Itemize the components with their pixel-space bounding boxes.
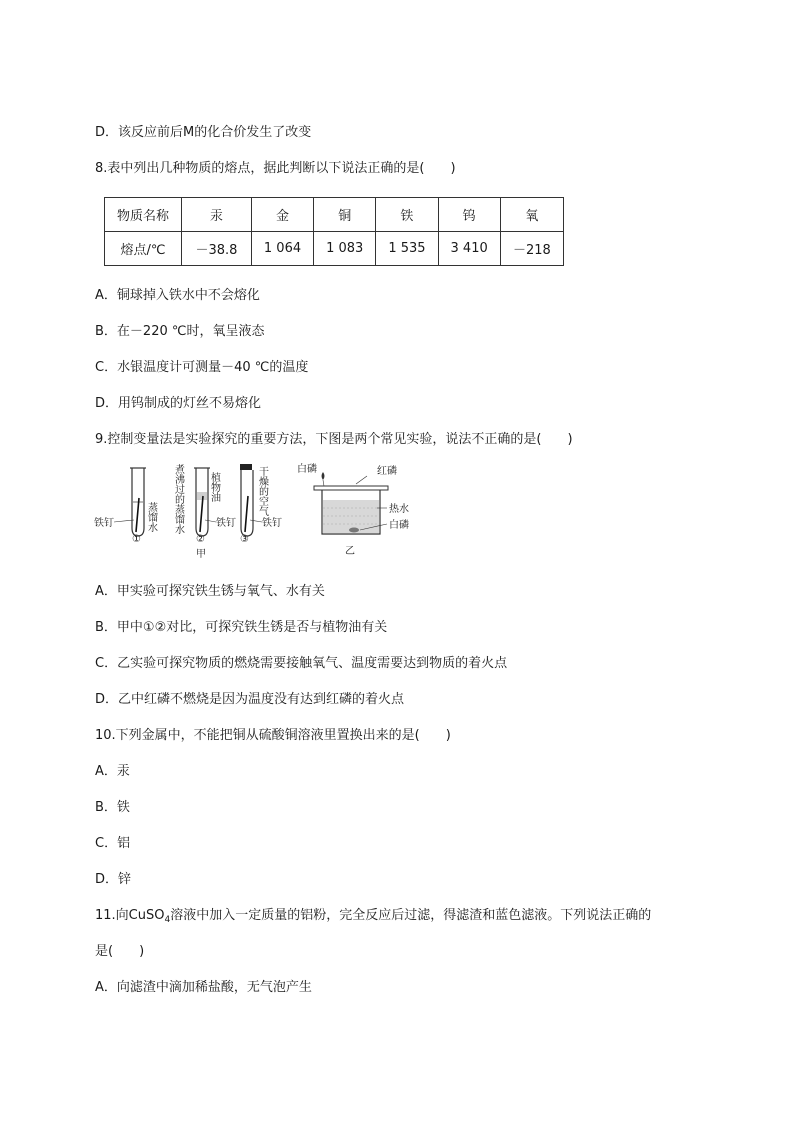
q11-stem-sub: 4 (164, 915, 171, 925)
q9-option-a: A．甲实验可探究铁生锈与氧气、水有关 (95, 584, 325, 599)
test-tube-1 (130, 468, 146, 536)
table-row (105, 232, 564, 266)
label-num-2: ② (196, 534, 205, 545)
q10-option-b: B．铁 (95, 800, 130, 815)
q11-option-a: A．向滤渣中滴加稀盐酸，无气泡产生 (95, 980, 312, 995)
label-red-p: 红磷 (377, 466, 397, 477)
beaker (314, 472, 388, 534)
table-cell-mp: －218 (500, 232, 563, 266)
label-white-p-top: 白磷 (297, 464, 317, 475)
label-oil: 植物油 (208, 472, 220, 502)
table-cell-substance: 钨 (438, 198, 500, 232)
q8-option-c: C．水银温度计可测量－40 ℃的温度 (95, 360, 309, 375)
q10-option-c: C．铝 (95, 836, 131, 851)
q11-stem-pre: 11.向CuSO (95, 908, 165, 923)
q8-stem: 8.表中列出几种物质的熔点，据此判断以下说法正确的是( ) (95, 161, 456, 176)
table-header-melting-point: 熔点/℃ (105, 232, 182, 266)
table-cell-mp: 1 064 (251, 232, 313, 266)
table-cell-mp: 3 410 (438, 232, 500, 266)
label-num-1: ① (132, 534, 141, 545)
label-nail-1: 铁钉 (94, 518, 114, 529)
table-cell-substance: 金 (251, 198, 313, 232)
q9-option-c: C．乙实验可探究物质的燃烧需要接触氧气、温度需要达到物质的着火点 (95, 656, 508, 671)
label-nail-3: 铁钉 (262, 518, 282, 529)
label-boiled-water: 煮沸过的蒸馏水 (172, 464, 184, 534)
q9-option-b: B．甲中①②对比，可探究铁生锈是否与植物油有关 (95, 620, 388, 635)
q11-stem (95, 907, 651, 926)
q10-option-d: D．锌 (95, 872, 132, 887)
label-num-3: ③ (240, 534, 249, 545)
q11-stem-post: 溶液中加入一定质量的铝粉，完全反应后过滤，得滤渣和蓝色滤液。下列说法正确的 (170, 908, 652, 923)
table-cell-substance: 汞 (182, 198, 252, 232)
label-nail-2: 铁钉 (216, 518, 236, 529)
table-cell-substance: 铁 (376, 198, 438, 232)
q9-option-d: D．乙中红磷不燃烧是因为温度没有达到红磷的着火点 (95, 692, 405, 707)
label-white-p-bottom: 白磷 (389, 520, 409, 531)
label-water: 蒸馏水 (145, 502, 157, 532)
q7-option-d: D．该反应前后M的化合价发生了改变 (95, 125, 312, 140)
label-dry-air: 干燥的空气 (256, 466, 268, 516)
table-header-substance: 物质名称 (105, 198, 182, 232)
melting-point-table (104, 197, 564, 266)
label-jia: 甲 (196, 549, 206, 560)
test-tube-3 (240, 464, 253, 536)
q10-stem: 10.下列金属中，不能把铜从硫酸铜溶液里置换出来的是( ) (95, 728, 451, 743)
table-cell-substance: 氧 (500, 198, 563, 232)
table-cell-substance: 铜 (314, 198, 376, 232)
table-cell-mp: 1 083 (314, 232, 376, 266)
q9-stem: 9.控制变量法是实验探究的重要方法，下图是两个常见实验，说法不正确的是( ) (95, 432, 573, 447)
q11-stem-line2: 是( ) (95, 944, 145, 959)
q8-option-a: A．铜球掉入铁水中不会熔化 (95, 288, 260, 303)
label-yi: 乙 (345, 546, 355, 557)
label-hot-water: 热水 (389, 504, 409, 515)
q10-option-a: A．汞 (95, 764, 130, 779)
table-row (105, 198, 564, 232)
q8-option-b: B．在－220 ℃时，氧呈液态 (95, 324, 265, 339)
q8-option-d: D．用钨制成的灯丝不易熔化 (95, 396, 262, 411)
table-cell-mp: －38.8 (182, 232, 252, 266)
experiment-figure (92, 462, 422, 562)
table-cell-mp: 1 535 (376, 232, 438, 266)
